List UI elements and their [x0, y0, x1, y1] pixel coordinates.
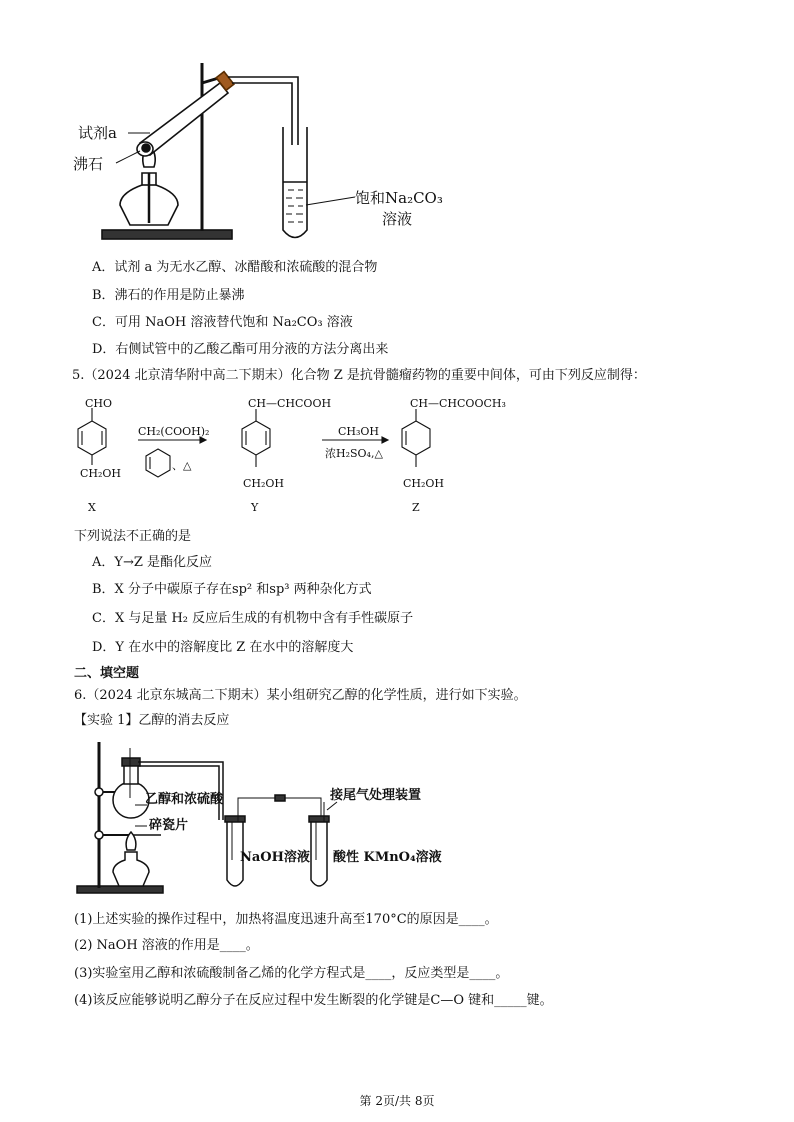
porcelain-chips-label: 碎瓷片	[149, 818, 189, 833]
tail-gas-label: 接尾气处理装置	[330, 788, 422, 803]
compound-z-label: Z	[412, 501, 420, 514]
boiling-chip-label: 沸石	[73, 155, 104, 173]
experiment-1-title: 【实验 1】乙醇的消去反应	[74, 713, 230, 728]
reagent-malonic-acid: CH₂(COOH)₂	[138, 425, 210, 438]
q6-question-3: (3)实验室用乙醇和浓硫酸制备乙烯的化学方程式是____，反应类型是____。	[74, 966, 509, 981]
q5-stem: 5.（2024 北京清华附中高二下期末）化合物 Z 是抗骨髓瘤药物的重要中间体，可由下列反应制得：	[72, 368, 646, 383]
naoh-solution-label: NaOH溶液	[240, 850, 310, 865]
q5-reaction-scheme	[60, 395, 520, 517]
x-substituent-top: CHO	[85, 397, 113, 410]
reagent-a-label: 试剂a	[78, 124, 117, 142]
q6-stem: 6.（2024 北京东城高二下期末）某小组研究乙醇的化学性质，进行如下实验。	[74, 688, 527, 703]
condition-1: 、△	[172, 459, 192, 472]
q6-question-4: (4)该反应能够说明乙醇分子在反应过程中发生断裂的化学键是C—O 键和_____键。	[74, 993, 553, 1008]
condition-2: 浓H₂SO₄,△	[325, 447, 383, 460]
q4-option-a: A．试剂 a 为无水乙醇、冰醋酸和浓硫酸的混合物	[92, 260, 378, 275]
sodium-carbonate-label: 饱和Na₂CO₃	[355, 189, 443, 207]
q4-option-b: B．沸石的作用是防止暴沸	[92, 288, 245, 303]
solution-label: 溶液	[382, 210, 413, 228]
z-substituent-bottom: CH₂OH	[403, 477, 445, 490]
kmno4-solution-label: 酸性 KMnO₄溶液	[333, 850, 442, 865]
esterification-apparatus-figure	[70, 55, 450, 250]
z-substituent-top: CH—CHCOOCH₃	[410, 397, 506, 410]
dehydration-apparatus-figure	[75, 740, 475, 900]
reagent-methanol: CH₃OH	[338, 425, 380, 438]
ethanol-sulfuric-acid-label: 乙醇和浓硫酸	[145, 792, 224, 807]
y-substituent-top: CH—CHCOOH	[248, 397, 332, 410]
y-substituent-bottom: CH₂OH	[243, 477, 285, 490]
compound-x-label: X	[88, 501, 96, 514]
q4-option-d: D．右侧试管中的乙酸乙酯可用分液的方法分离出来	[92, 342, 389, 357]
q5-option-b: B．X 分子中碳原子存在sp² 和sp³ 两种杂化方式	[92, 582, 372, 597]
q5-option-a: A．Y→Z 是酯化反应	[92, 555, 213, 570]
x-substituent-bottom: CH₂OH	[80, 467, 122, 480]
q4-option-c: C．可用 NaOH 溶液替代饱和 Na₂CO₃ 溶液	[92, 315, 353, 330]
q6-question-2: (2) NaOH 溶液的作用是____。	[74, 938, 259, 953]
q5-question: 下列说法不正确的是	[74, 529, 192, 544]
dehydration-apparatus-drawing	[75, 740, 475, 900]
section-title: 二、填空题	[74, 666, 140, 681]
compound-y-label: Y	[251, 501, 259, 514]
page-footer: 第 2页/共 8页	[359, 1094, 435, 1108]
reaction-structures	[60, 395, 520, 517]
q5-option-c: C．X 与足量 H₂ 反应后生成的有机物中含有手性碳原子	[92, 611, 414, 626]
q6-question-1: (1)上述实验的操作过程中，加热将温度迅速升高至170°C的原因是____。	[74, 912, 498, 927]
q5-option-d: D．Y 在水中的溶解度比 Z 在水中的溶解度大	[92, 640, 354, 655]
